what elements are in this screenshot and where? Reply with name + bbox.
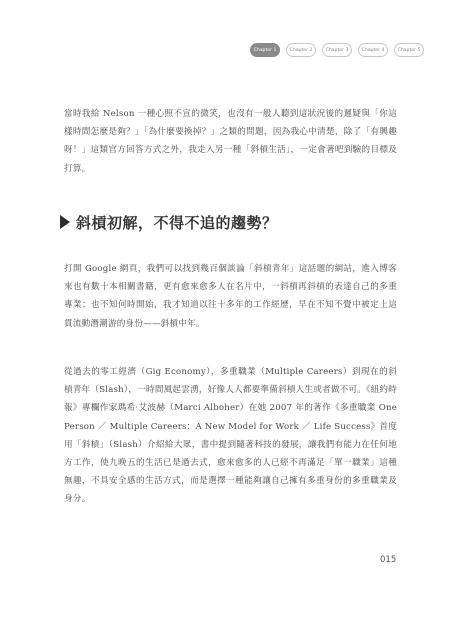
chapter-navigation (250, 43, 426, 59)
chapter-tab-1: Chapter 1 (250, 43, 280, 57)
chapter-tab-2: Chapter 2 (286, 43, 316, 57)
body-paragraph-1: 當時我給 Nelson 一種心照不宣的微笑，也沒有一般人聽到這狀況後的遲疑與「你這樣時間怎麼是夠？」「為什麼要換掉？」之類的問題，因為我心中清楚，除了「有興趣呀！」這類官方回答方式之外，我走入另一種「斜槓生活」，一定會著吧到驗的目標及打算。 (64, 109, 397, 174)
chapter-tab-5: Chapter 5 (394, 43, 424, 57)
section-heading-text: 斜槓初解，不得不追的趨勢？ (76, 213, 278, 232)
section-heading (60, 210, 400, 234)
body-paragraph-3: 從過去的零工經濟（Gig Economy），多重職業（Multiple Careers）到現在的斜槓青年（Slash），一時間風起雲湧，好像人人都要準備斜槓人生或者做不可。《紐約時報》專欄作家瑪希·艾波赫（Marci Alboher）在她 2007 年的著作《多重職業 One Person ／ Multiple Careers：A New Model for Work ／ Life Success》首度用「斜槓」（Slash）介紹給大眾，書中提到隨著科技的發展，讓我們有能力在任何地方工作，使九晚五的生活已是過去式，愈來愈多的人已經不再滿足「單一職業」這種無趣，不具安全感的生活方式，而是選擇一種能夠讓自己擁有多重身份的多重職業及身分。 (64, 367, 397, 505)
chapter-tab-4: Chapter 4 (358, 43, 388, 57)
page-number: 015 (380, 555, 397, 565)
triangle-marker-icon (60, 215, 70, 229)
chapter-tab-3: Chapter 3 (322, 43, 352, 57)
body-paragraph-2: 打開 Google 網頁，我們可以找到幾百個談論「斜槓青年」這話題的網站，進入博客來也有數十本相關書籍，更有愈來愈多人在名片中，一斜槓再斜槓的表達自己的多重專業；也不知何時開始，我才知道以往十多年的工作經歷，早在不知不覺中被定上這貫流動潛潮游的身份——斜槓中年。 (64, 264, 397, 329)
